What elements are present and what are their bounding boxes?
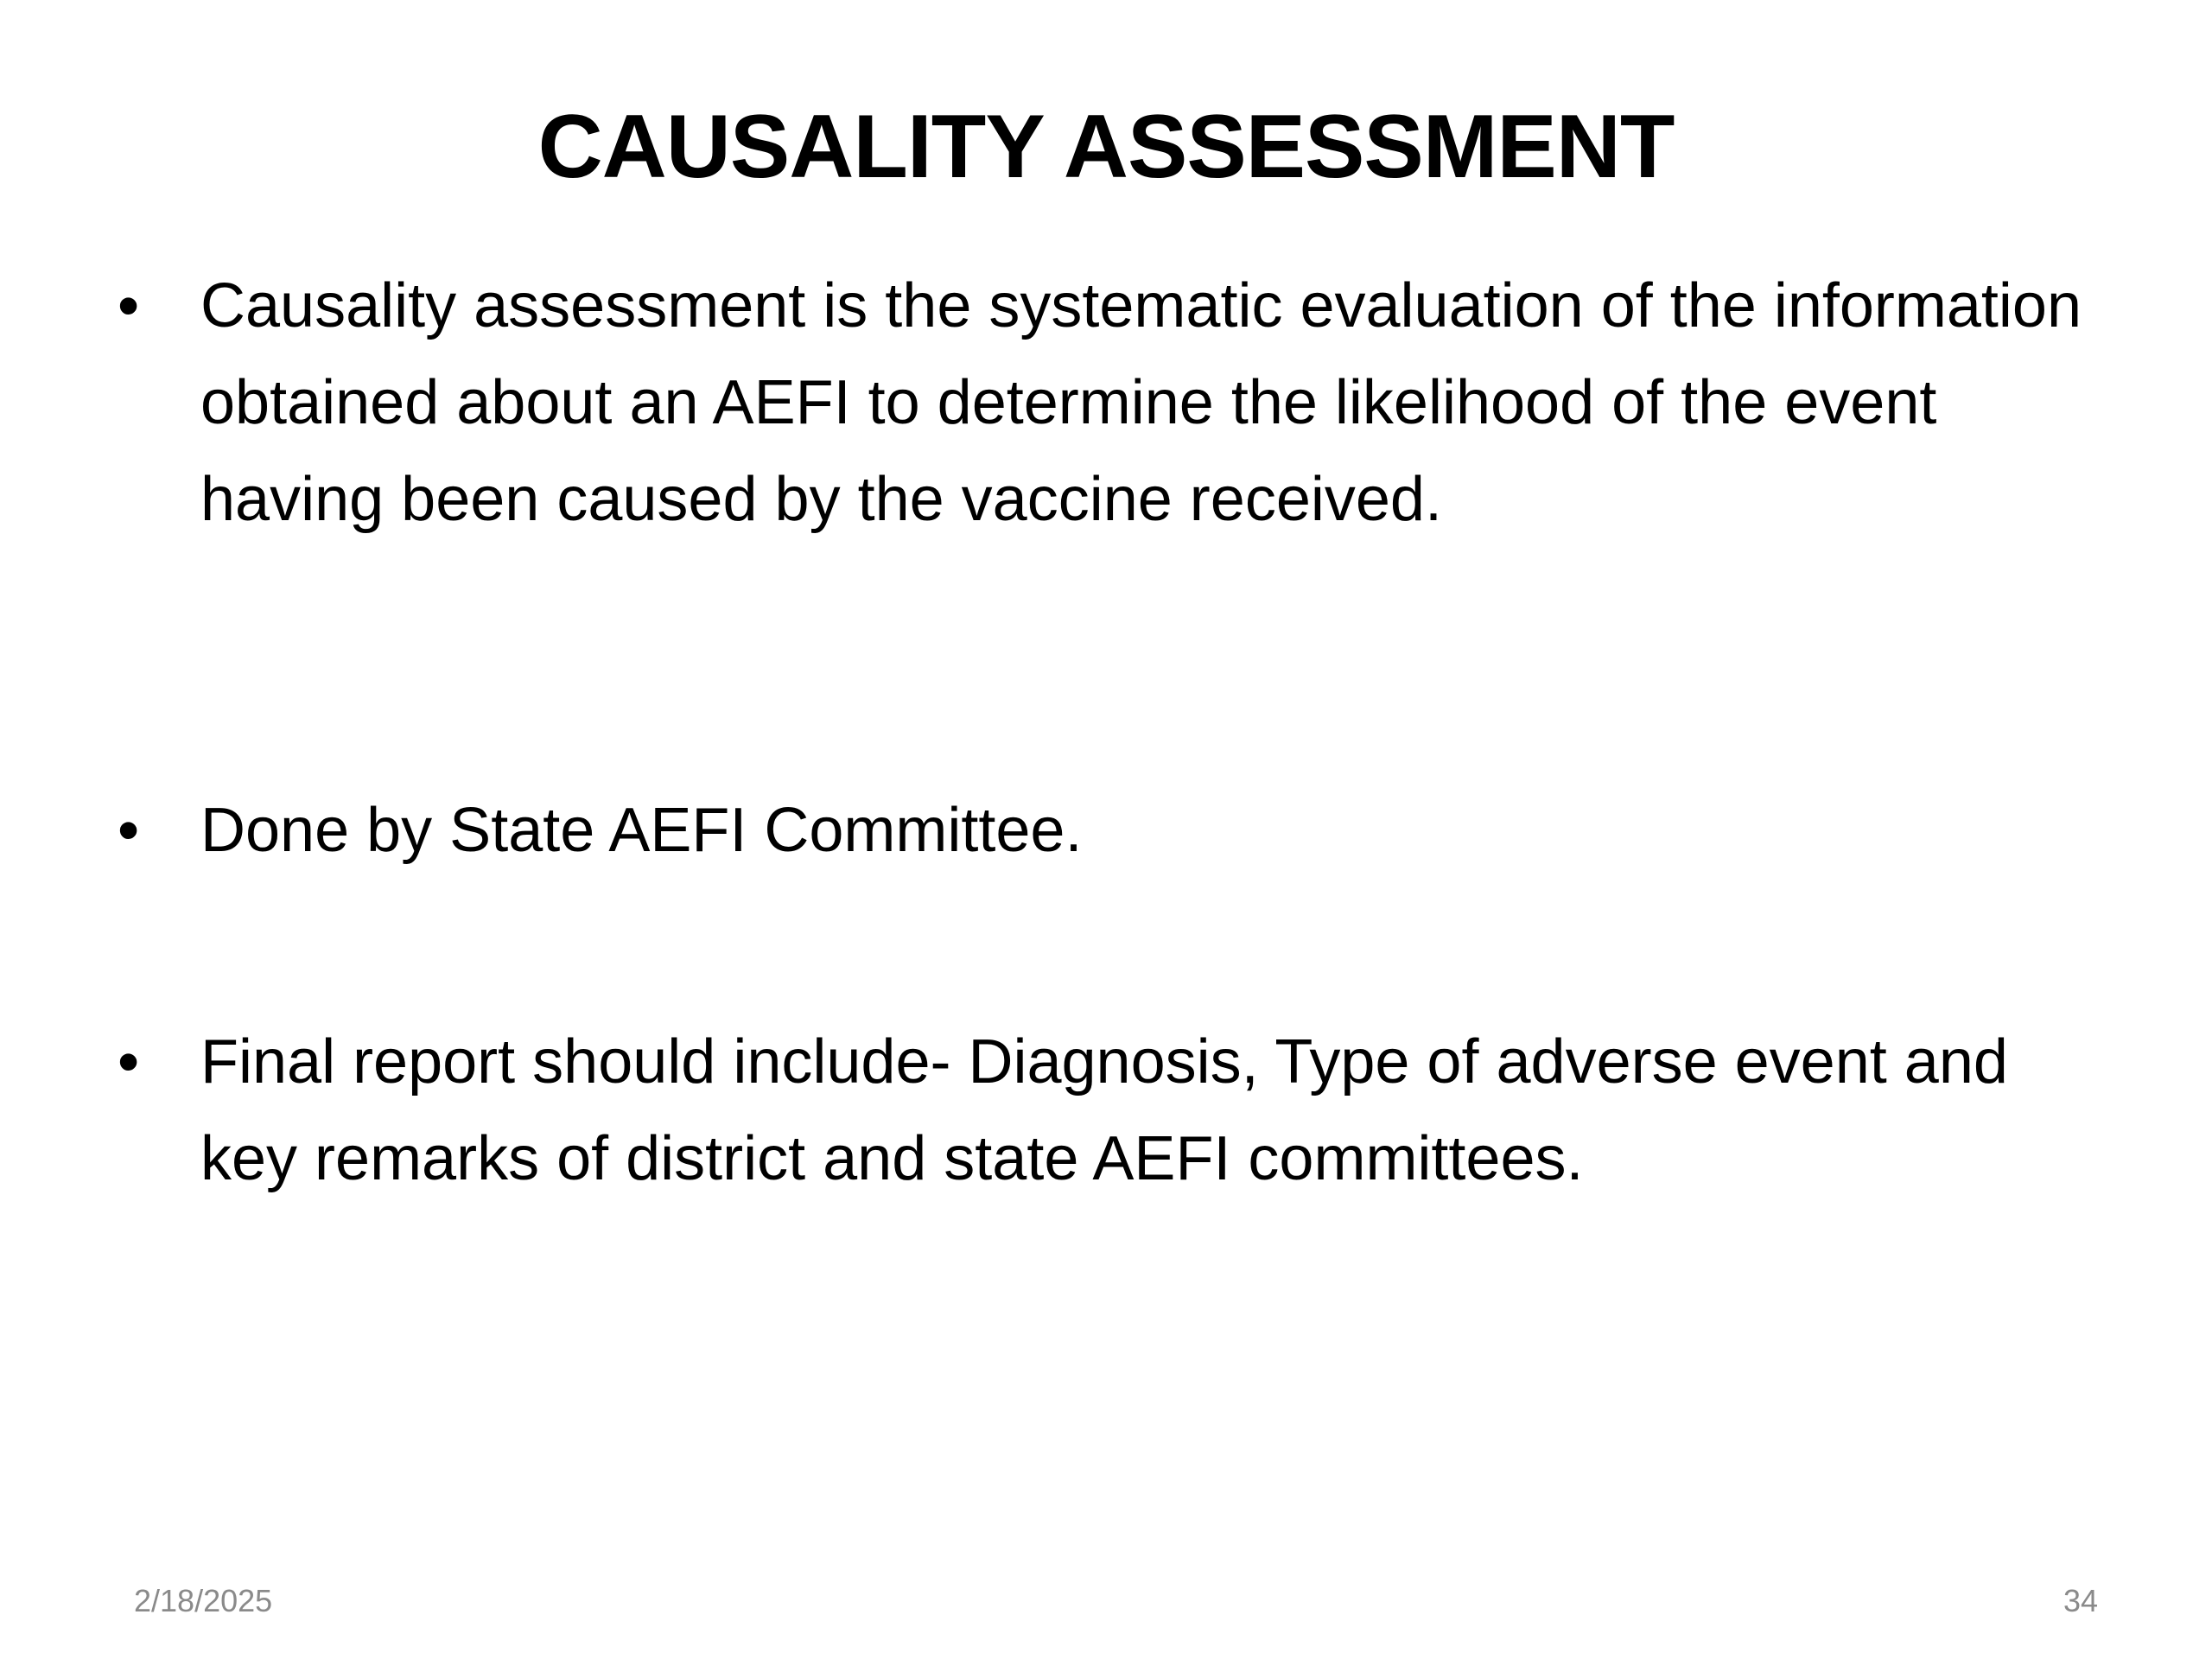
bullet-icon: • <box>118 271 140 340</box>
bullet-icon: • <box>118 1027 140 1096</box>
footer-date: 2/18/2025 <box>134 1583 273 1618</box>
slide-number: 34 <box>2063 1583 2098 1618</box>
bullet-item: Done by State AEFI Committee. <box>200 796 1083 865</box>
slide-title: CAUSALITY ASSESSMENT <box>537 97 1675 197</box>
bullet-item: Final report should include- Diagnosis, Type of adverse event and key remarks of district and state AEFI committees. <box>200 1027 2008 1193</box>
bullet-item: Causality assessment is the systematic evaluation of the information obtained about an AEFI to determine the likelihood of the event having been caused by the vaccine received. <box>200 271 2082 534</box>
bullet-icon: • <box>118 796 140 865</box>
